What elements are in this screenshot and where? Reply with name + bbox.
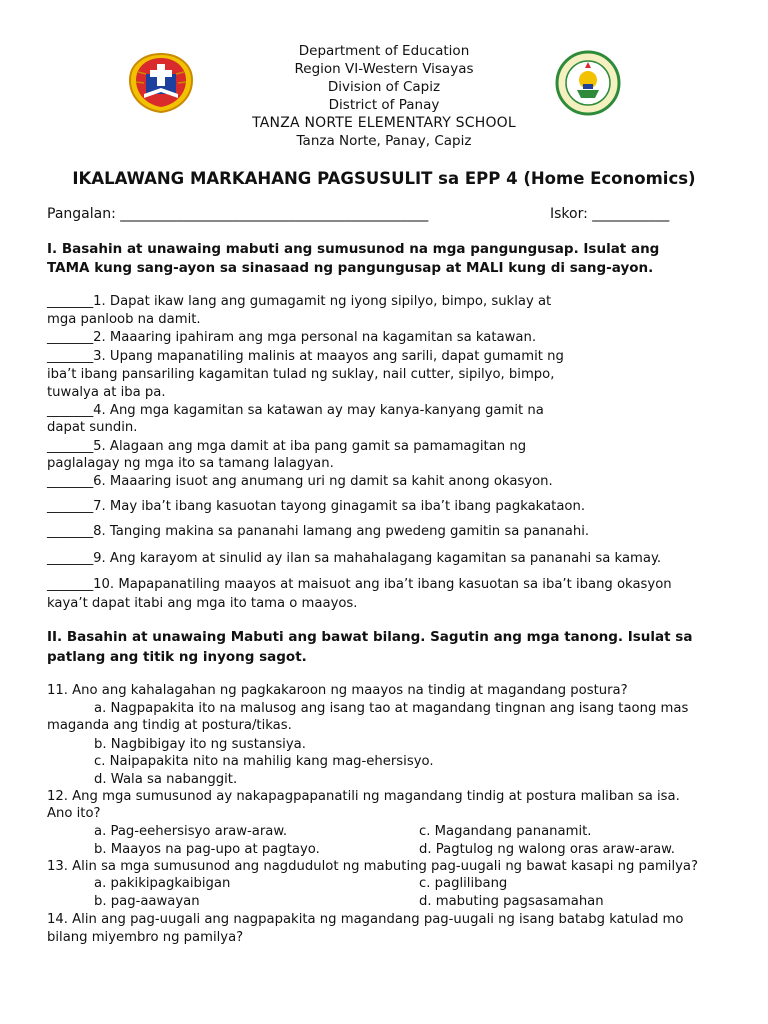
q11-option-d: d. Wala sa nabanggit. — [94, 772, 238, 787]
question-12-cont: Ano ito? — [47, 806, 101, 821]
exam-title: IKALAWANG MARKAHANG PAGSUSULIT sa EPP 4 (Home Economics) — [72, 169, 696, 188]
item-3-cont2: tuwalya at iba pa. — [47, 385, 166, 400]
question-11: 11. Ano ang kahalagahan ng pagkakaroon ng maayos na tindig at magandang postura? — [47, 683, 628, 698]
q12-option-d: d. Pagtulog ng walong oras araw-araw. — [419, 842, 675, 857]
item-2: _______2. Maaaring ipahiram ang mga personal na kagamitan sa katawan. — [47, 330, 537, 345]
part2-instruction-line2: patlang ang titik ng inyong sagot. — [47, 649, 307, 665]
q13-option-c: c. paglilibang — [419, 876, 508, 891]
question-14-cont: bilang miyembro ng pamilya? — [47, 930, 244, 945]
item-3-cont1: iba’t ibang pansariling kagamitan tulad ng suklay, nail cutter, sipilyo, bimpo, — [47, 367, 555, 382]
q12-option-c: c. Magandang pananamit. — [419, 824, 592, 839]
item-7: _______7. May iba’t ibang kasuotan tayong ginagamit sa iba’t ibang pagkakataon. — [47, 499, 586, 514]
item-1: _______1. Dapat ikaw lang ang gumagamit ng iyong sipilyo, bimpo, suklay at — [47, 294, 552, 309]
item-4-cont: dapat sundin. — [47, 420, 138, 435]
item-9: _______9. Ang karayom at sinulid ay ilan sa mahahalagang kagamitan sa pananahi sa kamay. — [47, 551, 662, 566]
item-6: _______6. Maaaring isuot ang anumang uri ng damit sa kahit anong okasyon. — [47, 474, 553, 489]
item-4: _______4. Ang mga kagamitan sa katawan ay may kanya-kanyang gamit na — [47, 403, 544, 418]
q12-option-b: b. Maayos na pag-upo at pagtayo. — [94, 842, 320, 857]
header-division: Division of Capiz — [327, 79, 441, 95]
question-12: 12. Ang mga sumusunod ay nakapagpapanatili ng magandang tindig at postura maliban sa isa. — [47, 789, 680, 804]
item-5: _______5. Alagaan ang mga damit at iba pang gamit sa pamamagitan ng — [47, 439, 527, 454]
item-5-cont: paglalagay ng mga ito sa tamang lalagyan. — [47, 456, 334, 471]
item-1-cont: mga panloob na damit. — [47, 312, 201, 327]
score-field[interactable]: Iskor: ___________ — [550, 206, 670, 222]
part1-instruction-line2: TAMA kung sang-ayon sa sinasaad ng pangungusap at MALI kung di sang-ayon. — [47, 260, 654, 276]
part2-instruction-line1: II. Basahin at unawaing Mabuti ang bawat bilang. Sagutin ang mga tanong. Isulat sa — [47, 629, 693, 645]
q11-option-c: c. Naipapakita nito na mahilig kang mag-ehersisyo. — [94, 754, 434, 769]
q11-option-a: a. Nagpapakita ito na malusog ang isang tao at magandang tingnan ang isang taong mas — [94, 701, 689, 716]
q13-option-b: b. pag-aawayan — [94, 894, 200, 909]
question-14: 14. Alin ang pag-uugali ang nagpapakita ng magandang pag-uugali ng isang batabg katulad mo — [47, 912, 684, 927]
question-13: 13. Alin sa mga sumusunod ang nagdudulot ng mabuting pag-uugali ng bawat kasapi ng pamilya? — [47, 859, 699, 874]
part1-instruction-line1: I. Basahin at unawaing mabuti ang sumusunod na mga pangungusap. Isulat ang — [47, 241, 660, 257]
q12-option-a: a. Pag-eehersisyo araw-araw. — [94, 824, 288, 839]
header-address: Tanza Norte, Panay, Capiz — [296, 133, 472, 149]
name-field[interactable]: Pangalan: ____________________________________________ — [47, 206, 429, 222]
item-3: _______3. Upang mapanatiling malinis at maayos ang sarili, dapat gumamit ng — [47, 349, 564, 364]
header-school-name: TANZA NORTE ELEMENTARY SCHOOL — [252, 115, 516, 131]
q11-option-b: b. Nagbibigay ito ng sustansiya. — [94, 737, 306, 752]
header-district: District of Panay — [328, 97, 440, 113]
q13-option-d: d. mabuting pagsasamahan — [419, 894, 604, 909]
item-10-cont: kaya’t dapat itabi ang mga ito tama o maayos. — [47, 596, 358, 611]
header-region: Region VI-Western Visayas — [294, 61, 474, 77]
item-10: _______10. Mapapanatiling maayos at maisuot ang iba’t ibang kasuotan sa iba’t ibang okasyon — [47, 577, 672, 592]
q13-option-a: a. pakikipagkaibigan — [94, 876, 231, 891]
item-8: _______8. Tanging makina sa pananahi lamang ang pwedeng gamitin sa pananahi. — [47, 524, 590, 539]
header-department: Department of Education — [298, 43, 470, 59]
q11-option-a-cont: maganda ang tindig at postura/tikas. — [47, 718, 292, 733]
